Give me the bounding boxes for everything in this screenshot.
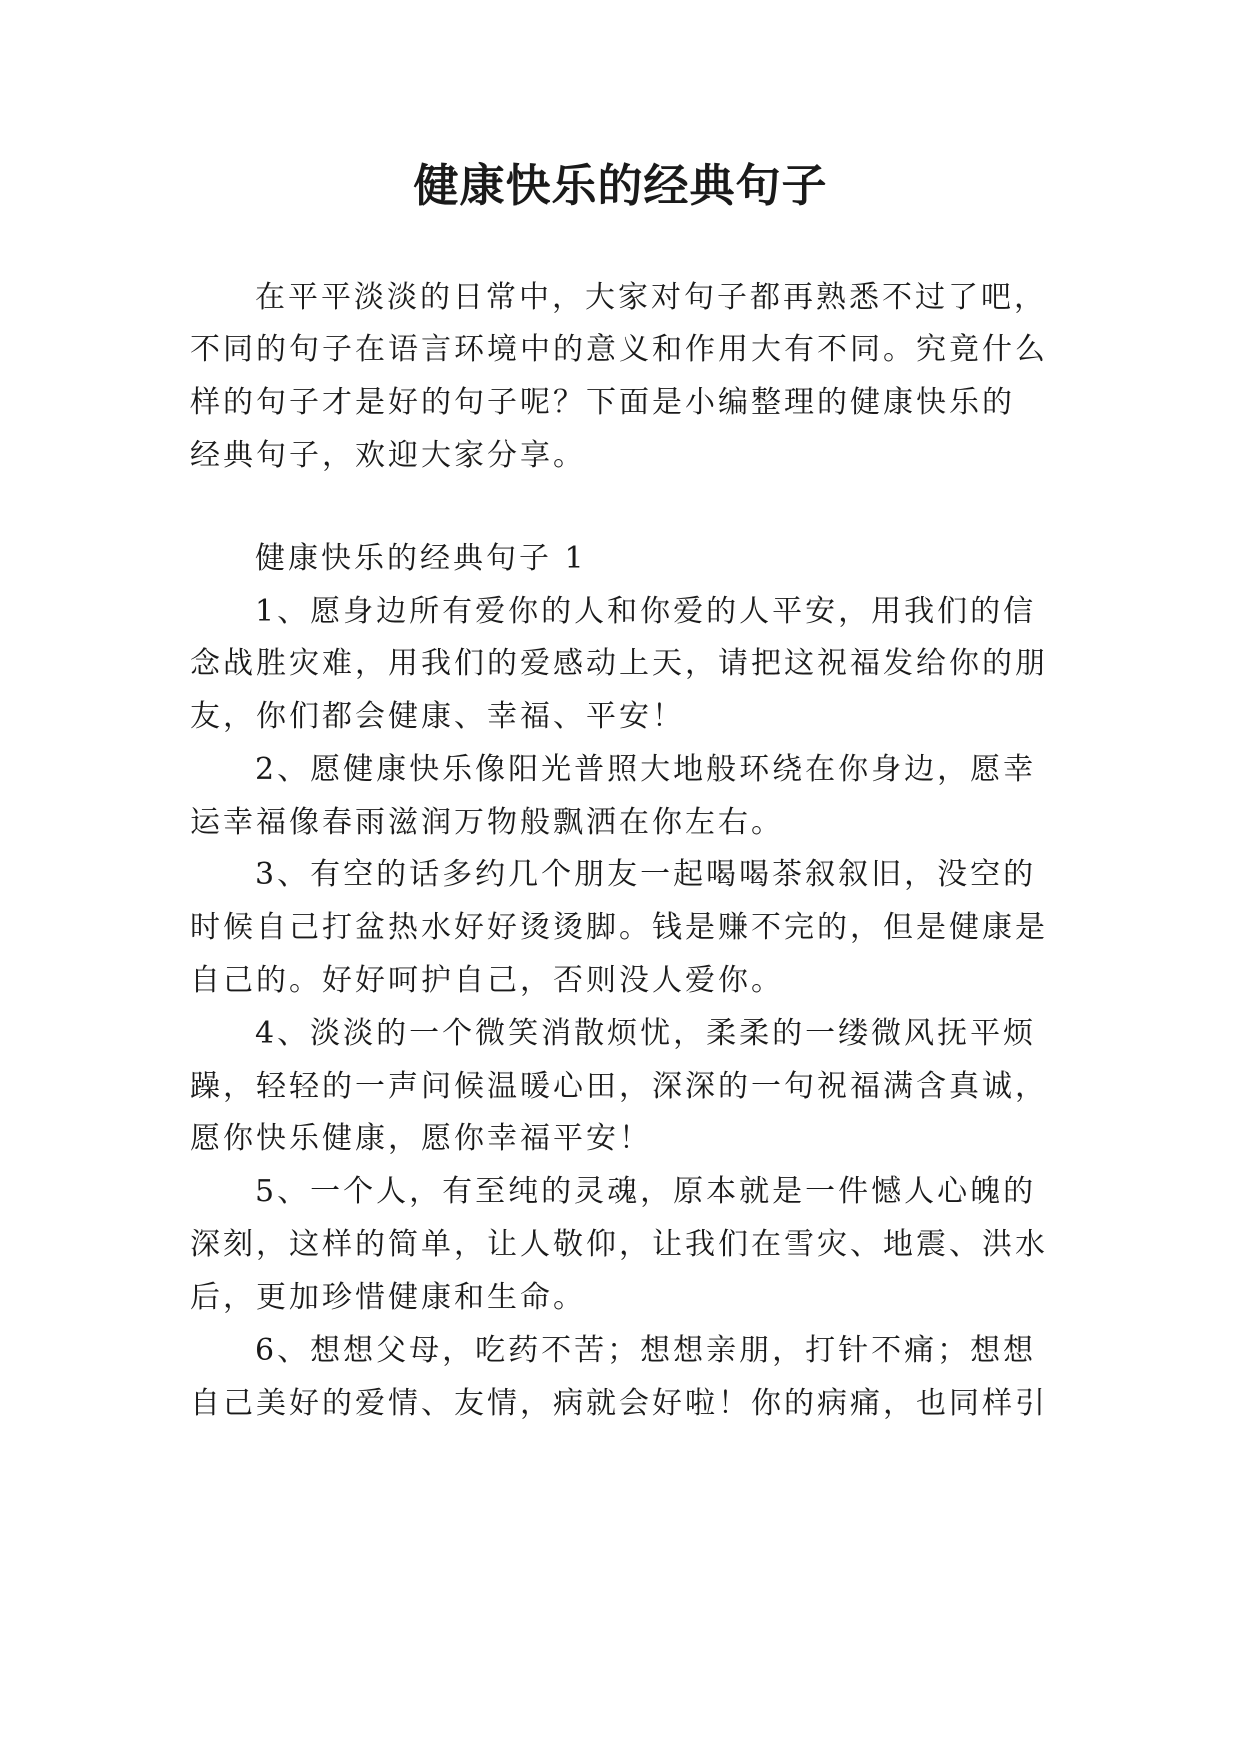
item-2-line-2: 运幸福像春雨滋润万物般飘洒在你左右。 xyxy=(190,805,784,840)
item-1-line-3: 友，你们都会健康、幸福、平安！ xyxy=(190,699,685,734)
item-5-line-1: 5、一个人，有至纯的灵魂，原本就是一件憾人心魄的 xyxy=(255,1174,1037,1209)
item-4-line-1: 4、淡淡的一个微笑消散烦忧，柔柔的一缕微风抚平烦 xyxy=(255,1016,1037,1051)
document-title: 健康快乐的经典句子 xyxy=(413,159,828,212)
section-heading: 健康快乐的经典句子 1 xyxy=(255,541,587,576)
item-1-line-1: 1、愿身边所有爱你的人和你爱的人平安，用我们的信 xyxy=(255,594,1037,629)
intro-line-1: 在平平淡淡的日常中，大家对句子都再熟悉不过了吧， xyxy=(255,280,1047,315)
item-3-line-3: 自己的。好好呵护自己，否则没人爱你。 xyxy=(190,963,784,998)
item-1-line-2: 念战胜灾难，用我们的爱感动上天，请把这祝福发给你的朋 xyxy=(190,646,1048,681)
item-4-line-2: 躁，轻轻的一声问候温暖心田，深深的一句祝福满含真诚， xyxy=(190,1069,1048,1104)
item-5-line-2: 深刻，这样的简单，让人敬仰，让我们在雪灾、地震、洪水 xyxy=(190,1227,1048,1262)
item-4-line-3: 愿你快乐健康，愿你幸福平安！ xyxy=(190,1121,652,1156)
item-6-line-2: 自己美好的爱情、友情，病就会好啦！你的病痛，也同样引 xyxy=(190,1386,1048,1421)
intro-line-4: 经典句子，欢迎大家分享。 xyxy=(190,438,586,473)
item-5-line-3: 后，更加珍惜健康和生命。 xyxy=(190,1280,586,1315)
intro-line-3: 样的句子才是好的句子呢？下面是小编整理的健康快乐的 xyxy=(190,385,1015,420)
item-3-line-2: 时候自己打盆热水好好烫烫脚。钱是赚不完的，但是健康是 xyxy=(190,910,1048,945)
intro-line-2: 不同的句子在语言环境中的意义和作用大有不同。究竟什么 xyxy=(190,332,1048,367)
item-6-line-1: 6、想想父母，吃药不苦；想想亲朋，打针不痛；想想 xyxy=(255,1333,1037,1368)
item-2-line-1: 2、愿健康快乐像阳光普照大地般环绕在你身边，愿幸 xyxy=(255,752,1037,787)
item-3-line-1: 3、有空的话多约几个朋友一起喝喝茶叙叙旧，没空的 xyxy=(255,857,1037,892)
